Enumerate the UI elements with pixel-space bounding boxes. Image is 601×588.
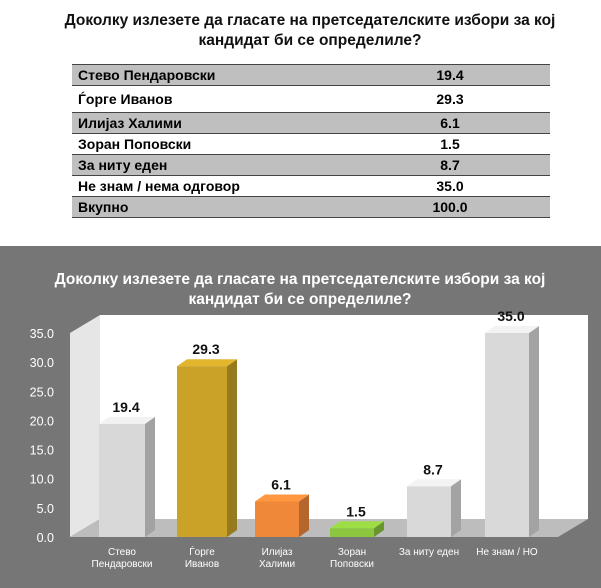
x-tick-label: Халими: [258, 559, 296, 570]
row-value: 35.0: [350, 176, 550, 197]
bar-value-label: 19.4: [112, 398, 140, 415]
row-value: 100.0: [350, 197, 550, 218]
y-tick-label: 25.0: [29, 385, 54, 400]
y-tick-label: 20.0: [29, 414, 54, 429]
row-label: Не знам / нема одговор: [72, 176, 350, 197]
y-tick-label: 10.0: [29, 472, 54, 487]
bar-value-label: 8.7: [423, 461, 443, 478]
bar-side: [227, 359, 237, 537]
chart-title: Доколку излезете да гласате на претседателските избори за кој кандидат би се определиле?: [54, 271, 546, 308]
row-label: Ѓорге Иванов: [72, 86, 350, 113]
row-value: 19.4: [350, 65, 550, 86]
y-tick-label: 0.0: [36, 531, 54, 545]
y-tick-label: 15.0: [29, 443, 54, 458]
y-tick-label: 5.0: [36, 501, 54, 516]
x-tick-label: Зоран: [337, 547, 367, 558]
x-tick-label: Иванов: [184, 559, 220, 570]
bar: [177, 366, 227, 537]
row-label: Зоран Поповски: [72, 134, 350, 155]
bar: [407, 486, 451, 537]
row-value: 6.1: [350, 113, 550, 134]
bar-side: [529, 326, 539, 537]
y-tick-label: 30.0: [29, 356, 54, 371]
bar: [485, 333, 529, 537]
row-value: 8.7: [350, 155, 550, 176]
row-label: Стево Пендаровски: [72, 65, 350, 86]
y-tick-label: 35.0: [29, 327, 54, 341]
x-tick-label: Поповски: [330, 559, 374, 570]
bar-value-label: 29.3: [192, 341, 220, 358]
bar-side: [145, 417, 155, 537]
bar-value-label: 1.5: [346, 503, 366, 520]
bar-side: [299, 494, 309, 537]
bar: [330, 528, 374, 537]
bar: [99, 424, 145, 537]
row-label: Илијаз Халими: [72, 113, 350, 134]
bar-value-label: 6.1: [271, 476, 291, 493]
row-value: 29.3: [350, 86, 550, 113]
row-label: Вкупно: [72, 197, 350, 218]
bar: [255, 501, 299, 537]
x-tick-label: Ѓорге: [189, 547, 215, 558]
x-tick-label: Стево: [107, 547, 137, 558]
bar-top: [177, 359, 237, 366]
x-tick-label: Пендаровски: [91, 559, 153, 570]
row-value: 1.5: [350, 134, 550, 155]
row-label: За ниту еден: [72, 155, 350, 176]
x-tick-label: За ниту еден: [398, 547, 460, 558]
x-tick-label: Не знам / НО: [476, 547, 538, 558]
x-tick-label: Илијаз: [261, 547, 293, 558]
table-title: Доколку излезете да гласате на претседателските избори за кој кандидат би се определиле?: [64, 12, 556, 49]
bar-value-label: 35.0: [497, 308, 525, 324]
plot-side-wall: [70, 315, 100, 537]
bar-side: [451, 479, 461, 537]
